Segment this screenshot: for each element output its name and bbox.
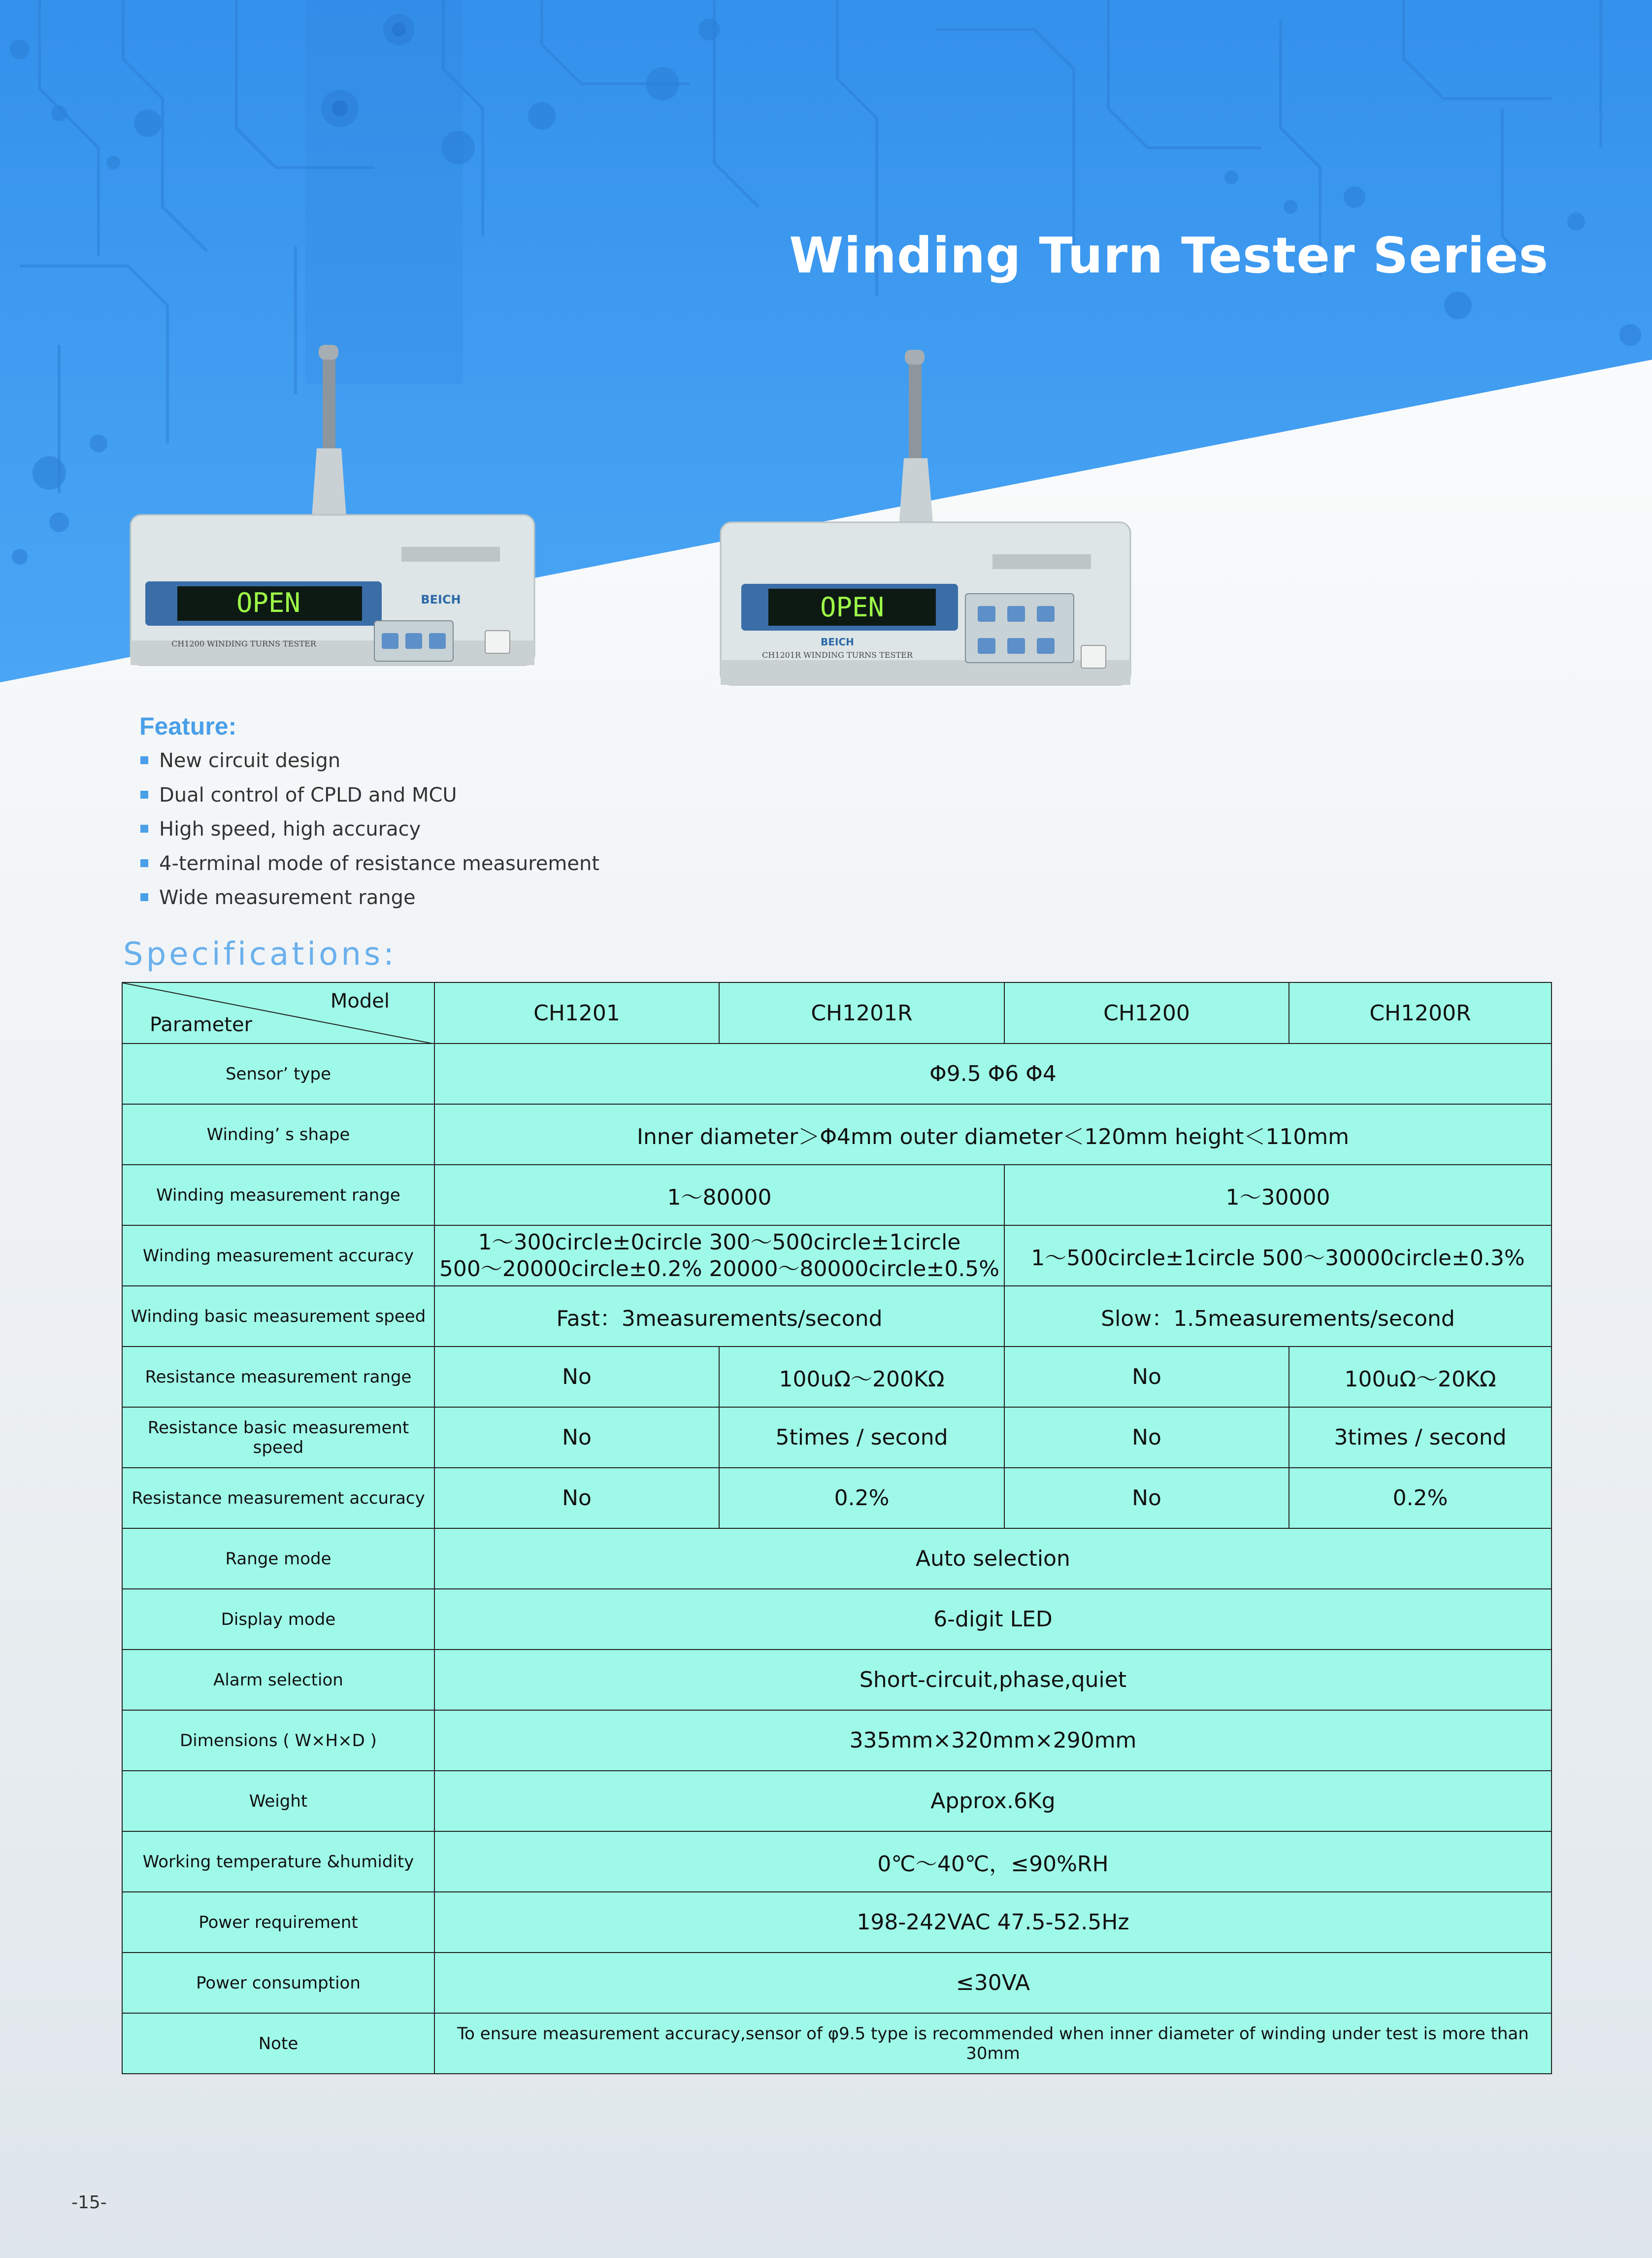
spec-value: 198-242VAC 47.5-52.5Hz: [434, 1892, 1552, 1953]
spec-value: Slow：1.5measurements/second: [1004, 1286, 1552, 1347]
param-label: Resistance basic measurement speed: [122, 1407, 434, 1468]
spec-value: Φ9.5 Φ6 Φ4: [434, 1044, 1552, 1104]
spec-value: 335mm×320mm×290mm: [434, 1710, 1552, 1771]
table-row: [122, 1225, 1552, 1286]
feature-text: Dual control of CPLD and MCU: [159, 783, 457, 807]
param-label: Winding’ s shape: [122, 1104, 434, 1165]
spec-value: 3times / second: [1289, 1407, 1552, 1468]
bullet-icon: [140, 859, 148, 867]
feature-text: High speed, high accuracy: [159, 818, 421, 841]
param-label: Note: [122, 2013, 434, 2074]
spec-value: 1～30000: [1004, 1165, 1552, 1225]
model-header: CH1200: [1004, 982, 1289, 1044]
spec-value: No: [1004, 1347, 1289, 1407]
feature-item: [139, 812, 599, 847]
device-display: OPEN: [236, 587, 301, 618]
table-row: [122, 1044, 1552, 1104]
table-row: [122, 1771, 1552, 1831]
spec-value: 0.2%: [1289, 1468, 1552, 1528]
param-label: Resistance measurement accuracy: [122, 1468, 434, 1528]
param-label: Alarm selection: [122, 1650, 434, 1710]
feature-item: [139, 744, 599, 778]
table-row: [122, 1589, 1552, 1650]
param-label: Display mode: [122, 1589, 434, 1650]
feature-text: 4-terminal mode of resistance measurement: [159, 852, 600, 875]
table-row: [122, 1286, 1552, 1347]
bullet-icon: [140, 756, 148, 764]
table-corner-cell: [122, 982, 434, 1044]
spec-value: No: [1004, 1468, 1289, 1528]
spec-value: ≤30VA: [434, 1953, 1552, 2013]
param-label: Resistance measurement range: [122, 1347, 434, 1407]
feature-item: [139, 847, 599, 881]
spec-value: To ensure measurement accuracy,sensor of φ9.5 type is recommended when inner diameter of winding under test is more than 30mm: [434, 2013, 1552, 2074]
spec-value: Approx.6Kg: [434, 1771, 1552, 1831]
param-label: Winding measurement range: [122, 1165, 434, 1225]
device-illustration-ch1201r: [717, 345, 1140, 690]
spec-value-line: 500～20000circle±0.2% 20000～80000circle±0.5%: [439, 1256, 1000, 1281]
table-row: [122, 1165, 1552, 1225]
feature-text: New circuit design: [159, 749, 341, 772]
device-model-label: CH1201R WINDING TURNS TESTER: [762, 650, 913, 660]
feature-text: Wide measurement range: [159, 886, 416, 909]
spec-value: 100uΩ～200KΩ: [719, 1347, 1004, 1407]
device-display: OPEN: [820, 592, 885, 623]
param-label: Range mode: [122, 1528, 434, 1589]
spec-value-multiline: [434, 1225, 1004, 1286]
feature-heading: Feature:: [139, 712, 237, 740]
table-row: [122, 1104, 1552, 1165]
model-header: CH1200R: [1289, 982, 1552, 1044]
page-number: -15-: [71, 2192, 107, 2213]
feature-list: [139, 744, 599, 915]
device-model-label: CH1200 WINDING TURNS TESTER: [171, 639, 316, 648]
table-row: [122, 1347, 1552, 1407]
param-label: Winding basic measurement speed: [122, 1286, 434, 1347]
corner-parameter-label: Parameter: [150, 1013, 253, 1036]
param-label: Weight: [122, 1771, 434, 1831]
device-brand: BEICH: [821, 636, 854, 648]
spec-value: 0.2%: [719, 1468, 1004, 1528]
table-header-row: [122, 982, 1552, 1044]
table-row: [122, 1892, 1552, 1953]
param-label: Dimensions ( W×H×D ): [122, 1710, 434, 1771]
spec-value: 6-digit LED: [434, 1589, 1552, 1650]
param-label: Power requirement: [122, 1892, 434, 1953]
spec-value: Fast：3measurements/second: [434, 1286, 1004, 1347]
corner-model-label: Model: [330, 990, 390, 1012]
spec-value-line: 1～300circle±0circle 300～500circle±1circle: [478, 1229, 961, 1255]
table-row: [122, 1710, 1552, 1771]
spec-value: No: [434, 1347, 719, 1407]
spec-value: 1～500circle±1circle 500～30000circle±0.3%: [1004, 1225, 1552, 1286]
param-label: Sensor’ type: [122, 1044, 434, 1104]
table-row: [122, 1468, 1552, 1528]
device-illustration-ch1200: [126, 340, 539, 685]
spec-value: Auto selection: [434, 1528, 1552, 1589]
spec-value: No: [434, 1468, 719, 1528]
bullet-icon: [140, 791, 148, 799]
param-label: Power consumption: [122, 1953, 434, 2013]
table-row: [122, 1953, 1552, 2013]
table-row: [122, 1528, 1552, 1589]
table-row: [122, 1407, 1552, 1468]
spec-value: Inner diameter＞Φ4mm outer diameter＜120mm height＜110mm: [434, 1104, 1552, 1165]
spec-value: 5times / second: [719, 1407, 1004, 1468]
feature-item: [139, 881, 599, 915]
specifications-table: [122, 982, 1552, 2074]
spec-value: 100uΩ～20KΩ: [1289, 1347, 1552, 1407]
table-row: [122, 1831, 1552, 1892]
spec-value: 1～80000: [434, 1165, 1004, 1225]
specifications-heading: Specifications:: [123, 936, 397, 973]
table-row: [122, 2013, 1552, 2074]
param-label: Winding measurement accuracy: [122, 1225, 434, 1286]
device-brand: BEICH: [421, 593, 461, 607]
page-title: Winding Turn Tester Series: [789, 227, 1549, 284]
spec-value: Short-circuit,phase,quiet: [434, 1650, 1552, 1710]
param-label: Working temperature &humidity: [122, 1831, 434, 1892]
spec-value: No: [434, 1407, 719, 1468]
feature-item: [139, 778, 599, 813]
bullet-icon: [140, 825, 148, 833]
model-header: CH1201R: [719, 982, 1004, 1044]
model-header: CH1201: [434, 982, 719, 1044]
spec-value: No: [1004, 1407, 1289, 1468]
bullet-icon: [140, 893, 148, 901]
table-row: [122, 1650, 1552, 1710]
spec-value: 0℃～40℃，≤90%RH: [434, 1831, 1552, 1892]
